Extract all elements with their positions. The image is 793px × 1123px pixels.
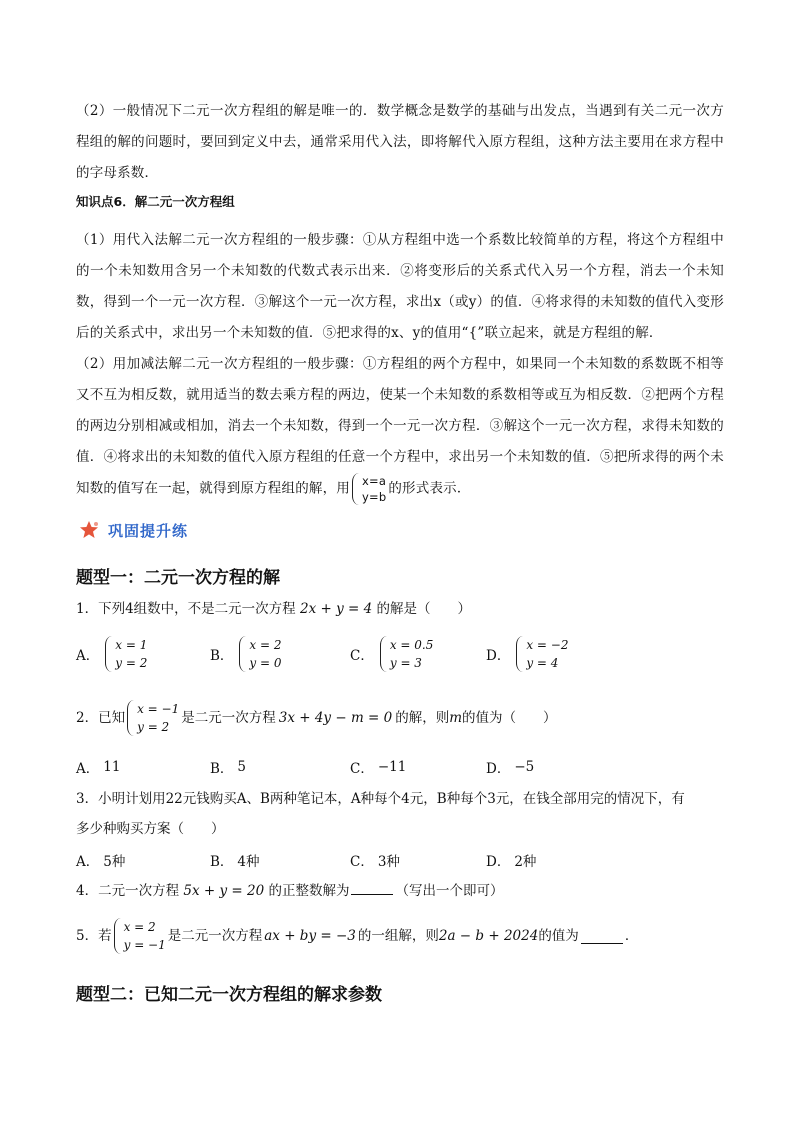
section-2-title: 题型二：已知二元一次方程组的解求参数 <box>76 985 382 1005</box>
option-a[interactable]: A． 11 <box>76 759 121 777</box>
practice-banner <box>78 517 188 543</box>
option-c[interactable]: C． x = 0.5 y = 3 <box>350 638 434 670</box>
equation: 3x + 4y − m = 0 <box>278 710 393 726</box>
option-d[interactable]: D． 2种 <box>486 854 537 870</box>
substitution-method-paragraph: （1）用代入法解二元一次方程组的一般步骤：①从方程组中选一个系数比较简单的方程，将这个方程组中的一个未知数用含另一个未知数的代数式表示出来．②将变形后的关系式代入另一个方程，消去一个未知数，得到一个一元一次方程．③解这个一元一次方程，求出x（或y）的值．④将求得的未知数的值代入变形后的关系式中，求出另一个未知数的值．⑤把求得的x、y的值用“{”联立起来，就是方程组的解． <box>76 232 724 341</box>
star-icon <box>78 520 100 540</box>
knowledge-point-6-title: 知识点6．解二元一次方程组 <box>76 194 235 209</box>
option-b[interactable]: B． 4种 <box>210 854 260 870</box>
option-c[interactable]: C． 3种 <box>350 854 400 870</box>
given-solution-system: x = 2 y = −1 <box>114 918 166 954</box>
option-c[interactable]: C． −11 <box>350 759 407 777</box>
question-5: 5．若 x = 2 y = −1 是二元一次方程 ax + by = −3 的一组解，则 2a − b + 2024 的值为 ． <box>76 920 639 952</box>
banner-title: 巩固提升练 <box>108 521 189 540</box>
option-b[interactable]: B． 5 <box>210 759 247 777</box>
answer-blank[interactable] <box>581 929 623 944</box>
section-1-title: 题型一：二元一次方程的解 <box>76 568 280 588</box>
elimination-method-paragraph: （2）用加减法解二元一次方程组的一般步骤：①方程组的两个方程中，如果同一个未知数的系数既不相等又不互为相反数，就用适当的数去乘方程的两边，使某一个未知数的系数相等或互为相反数．②把两个方程的两边分别相减或相加，消去一个未知数，得到一个一元一次方程．③解这个一元一次方程，求得未知数的值．④将求出的未知数的值代入原方程组的任意一个方程中，求出另一个未知数的值．⑤把所求得的两个未知数的值写在一起，就得到原方程组的解，用 x=a y=b 的形式表示． <box>76 356 724 504</box>
given-solution-system: x = −1 y = 2 <box>127 700 179 736</box>
option-a[interactable]: A． 5种 <box>76 854 126 870</box>
option-b[interactable]: B． x = 2 y = 0 <box>210 638 282 670</box>
answer-blank[interactable] <box>351 880 393 895</box>
question-4: 4．二元一次方程 5x + y = 20 的正整数解为 （写出一个即可） <box>76 880 503 902</box>
question-2: 2．已知 x = −1 y = 2 是二元一次方程 3x + 4y − m = 0 的解，则 m 的值为（ ） <box>76 702 557 734</box>
question-3-line-2: 多少种购买方案（ ） <box>76 821 225 837</box>
expression: 2a − b + 2024 <box>438 928 539 944</box>
equation: ax + by = −3 <box>264 928 356 944</box>
equation: 2x + y = 4 <box>299 601 373 617</box>
option-d[interactable]: D． −5 <box>486 759 535 777</box>
solution-form-system: x=a y=b <box>352 473 386 505</box>
question-1: 1．下列4组数中，不是二元一次方程 2x + y = 4 的解是（ ） <box>76 601 471 617</box>
question-3-line-1: 3．小明计划用22元钱购买A、B两种笔记本，A种每个4元，B种每个3元，在钱全部用完的情况下，有 <box>76 791 685 807</box>
variable-m: m <box>449 710 463 726</box>
intro-paragraph-2: （2）一般情况下二元一次方程组的解是唯一的．数学概念是数学的基础与出发点，当遇到有关二元一次方程组的解的问题时，要回到定义中去，通常采用代入法，即将解代入原方程组，这种方法主要用在求方程中的字母系数． <box>76 103 724 181</box>
equation: 5x + y = 20 <box>183 883 265 899</box>
option-d[interactable]: D． x = −2 y = 4 <box>486 638 569 670</box>
option-a[interactable]: A． x = 1 y = 2 <box>76 638 148 670</box>
